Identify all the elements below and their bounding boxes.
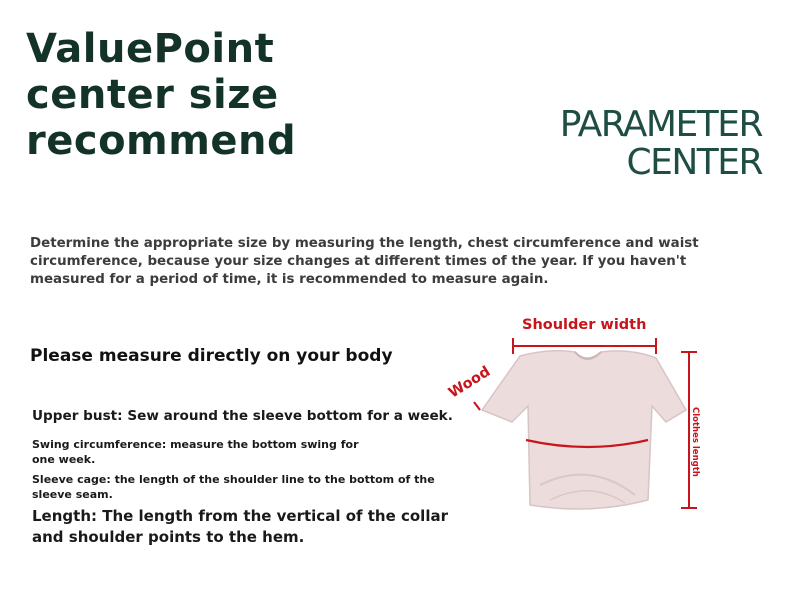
parameter-title-line-2: CENTER — [626, 142, 762, 183]
measurement-upper-bust: Upper bust: Sew around the sleeve bottom for a week. — [32, 408, 453, 424]
parameter-center-title — [560, 106, 762, 182]
tshirt-illustration — [440, 310, 730, 520]
brand-title — [26, 26, 296, 164]
measurement-length: Length: The length from the vertical of the collar and shoulder points to the hem. — [32, 507, 448, 546]
parameter-title-line-1: PARAMETER — [559, 104, 762, 145]
tshirt-shape — [482, 351, 686, 509]
sleeve-marker — [474, 402, 480, 410]
measurement-sleeve-cage: Sleeve cage: the length of the shoulder line to the bottom of the sleeve seam. — [32, 473, 435, 501]
sleeve-label: Wood — [446, 363, 494, 402]
brand-title-line-2: center size — [26, 72, 279, 118]
intro-paragraph: Determine the appropriate size by measuring the length, chest circumference and waist circumference, because your size changes at different times of the year. If you haven't measured for a period of time, it is recommended to measure again. — [30, 236, 699, 287]
brand-title-line-1: ValuePoint — [26, 26, 275, 72]
size-diagram — [440, 310, 730, 520]
shoulder-width-label: Shoulder width — [522, 317, 647, 333]
measure-subheading: Please measure directly on your body — [30, 346, 393, 366]
measurement-swing-circumference: Swing circumference: measure the bottom swing for one week. — [32, 438, 359, 466]
brand-title-line-3: recommend — [26, 118, 297, 164]
clothes-length-label: Clothes length — [690, 407, 700, 477]
